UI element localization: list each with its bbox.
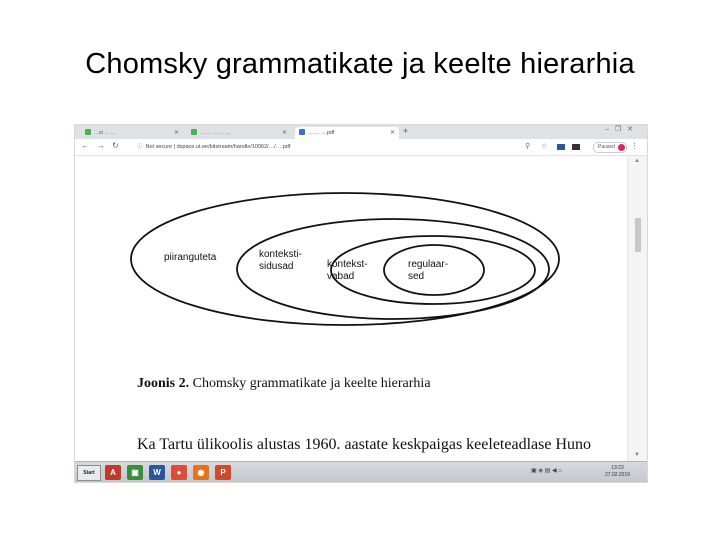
label-kontekstivabad-2: vabad (327, 271, 355, 282)
extension-icon[interactable] (557, 144, 565, 150)
browser-screenshot (75, 125, 647, 482)
system-tray[interactable] (531, 467, 562, 474)
close-icon[interactable]: ✕ (173, 130, 179, 136)
language-icon[interactable]: ⌂ (558, 468, 562, 474)
tab-favicon (191, 129, 197, 135)
forward-icon[interactable]: → (97, 141, 105, 150)
taskbar-app-powerpoint[interactable]: P (215, 465, 231, 480)
clock-time: 13:23 (611, 465, 624, 471)
slide-title: Chomsky grammatikate ja keelte hierarhia (85, 48, 635, 80)
close-icon[interactable]: ✕ (281, 130, 287, 136)
window-controls (605, 125, 639, 133)
caption-text: Chomsky grammatikate ja keelte hierarhia (189, 376, 431, 391)
caption-number: Joonis 2. (137, 376, 190, 391)
tab-label: …st … … (94, 130, 116, 136)
taskbar-app-chrome[interactable]: ● (171, 465, 187, 480)
ellipse-kontekstivabad (331, 236, 535, 304)
browser-tab-3[interactable] (295, 127, 399, 139)
restore-icon[interactable]: ❐ (614, 126, 628, 133)
security-label: Not secure (145, 144, 173, 150)
search-icon[interactable]: ⚲ (525, 143, 531, 150)
taskbar-app-chrome-2[interactable]: ◉ (193, 465, 209, 480)
chomsky-hierarchy-diagram (75, 156, 627, 356)
taskbar (75, 461, 647, 482)
start-button[interactable]: Start (77, 465, 101, 481)
label-kontekstivabad-1: kontekst- (327, 259, 368, 270)
close-icon[interactable]: ✕ (389, 130, 395, 136)
taskbar-app-word[interactable]: W (149, 465, 165, 480)
url-text: dspace.ut.ee/bitstream/handle/10062/…/….pdf (176, 144, 291, 150)
label-kontekstisidusad-1: konteksti- (259, 249, 302, 260)
ellipse-regulaarsed (384, 245, 484, 295)
taskbar-app-explorer[interactable]: ▣ (127, 465, 143, 480)
address-bar[interactable]: ⓘ Not secure | dspace.ut.ee/bitstream/handle/10062/…/….pdf (137, 144, 291, 150)
clock-date: 27.02.2019 (605, 472, 631, 478)
network-icon[interactable]: ▤ (544, 468, 551, 474)
figure-caption (137, 376, 431, 392)
profile-label: Paused (598, 144, 615, 150)
tab-label: … … ….pdf (308, 130, 335, 136)
label-kontekstisidusad-2: sidusad (259, 261, 294, 272)
pdf-viewer (75, 156, 627, 461)
star-icon[interactable]: ☆ (541, 143, 548, 150)
scroll-thumb[interactable] (635, 218, 641, 252)
profile-button[interactable] (593, 142, 627, 153)
browser-tab-2[interactable] (187, 127, 291, 139)
avatar (618, 144, 625, 151)
minimize-icon[interactable]: – (604, 126, 615, 133)
tray-icon[interactable]: ▣ (531, 468, 537, 474)
label-regulaarsed-1: regulaar- (408, 259, 449, 270)
scroll-up-icon[interactable]: ▲ (634, 158, 640, 164)
scroll-down-icon[interactable]: ▼ (634, 452, 640, 458)
info-icon[interactable]: ⓘ (137, 144, 143, 150)
browser-toolbar (75, 139, 647, 156)
browser-tab-1[interactable] (81, 127, 183, 139)
scrollbar[interactable] (627, 156, 647, 461)
body-text: Ka Tartu ülikoolis alustas 1960. aastate keskpaigas keeleteadlase Huno (137, 436, 592, 453)
tray-icon[interactable]: ◈ (538, 468, 543, 474)
tab-favicon (85, 129, 91, 135)
menu-icon[interactable]: ⋮ (631, 143, 638, 150)
label-regulaarsed-2: sed (408, 271, 425, 282)
volume-icon[interactable]: ◀ (551, 468, 557, 474)
taskbar-app-acrobat[interactable]: A (105, 465, 121, 480)
tab-label: … … … … … (200, 130, 231, 136)
close-window-icon[interactable]: ✕ (627, 126, 639, 133)
label-piiranguteta: piiranguteta (164, 252, 217, 263)
tab-favicon (299, 129, 305, 135)
clock[interactable] (605, 465, 630, 479)
tab-strip (75, 125, 647, 139)
back-icon[interactable]: ← (81, 141, 89, 150)
reload-icon[interactable]: ↻ (112, 141, 119, 150)
new-tab-button[interactable]: + (403, 126, 409, 136)
extension-icon[interactable] (572, 144, 580, 150)
